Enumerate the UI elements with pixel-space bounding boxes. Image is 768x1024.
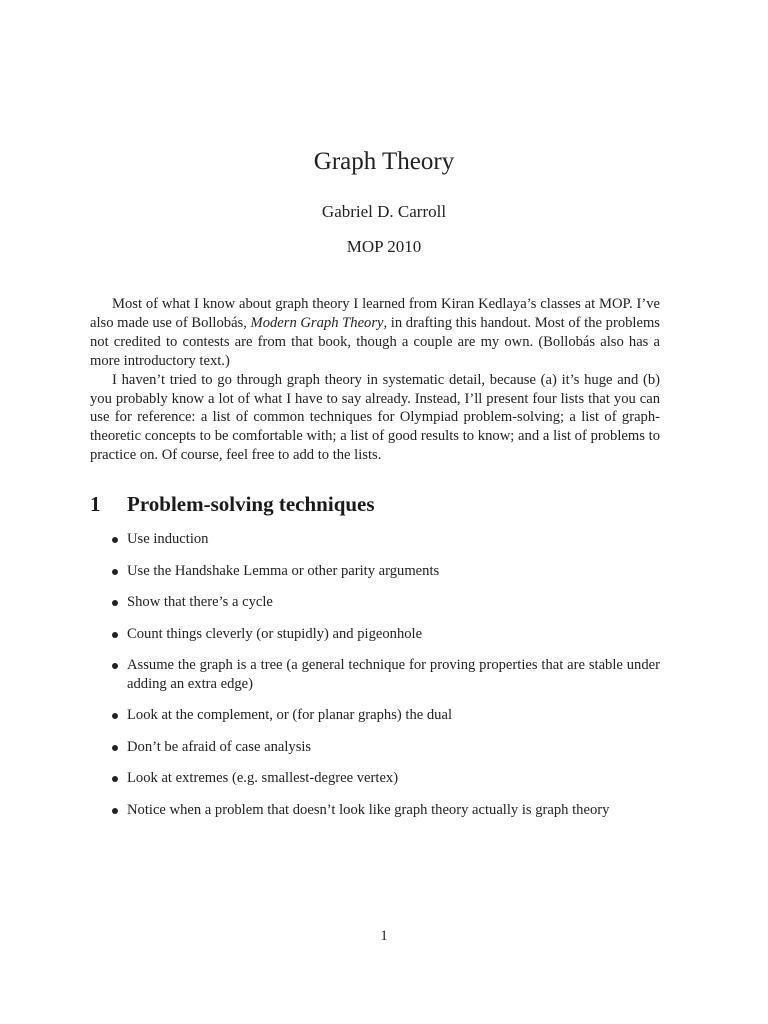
intro-paragraph-2: I haven’t tried to go through graph theory in systematic detail, because (a) it’s huge and (b) you probably know a lot of what I have to say already. Instead, I’ll present four lists that you can use for reference: a list of common techniques for Olympiad problem-solving; a list of graph-theoretic concepts to be comfortable with; a list of good results to know; and a list of problems to practice on. Of course, feel free to add to the lists. [90, 371, 660, 464]
list-item-text: Show that there’s a cycle [127, 594, 273, 610]
bullet-icon [112, 713, 118, 719]
document-author: Gabriel D. Carroll [321, 202, 447, 221]
document-venue: MOP 2010 [346, 237, 422, 256]
technique-list [90, 530, 660, 832]
document-title: Graph Theory [313, 148, 455, 175]
list-item-text: Notice when a problem that doesn’t look like graph theory actually is graph theory [127, 801, 610, 818]
bullet-icon [112, 600, 118, 606]
bullet-icon [112, 537, 118, 543]
list-item-text: Look at extremes (e.g. smallest-degree vertex) [127, 770, 399, 787]
page-number: 1 [380, 928, 388, 944]
list-item-text: Use induction [127, 531, 209, 547]
list-item [90, 801, 660, 820]
intro-paragraph-1 [90, 295, 660, 371]
section-number: 1 [90, 492, 101, 516]
list-item [90, 593, 660, 612]
intro-p1-text: Most of what I know about graph theory I learned from Kiran Kedlaya’s classes at MOP. I’ve also made use of Bollobás, [90, 296, 660, 331]
list-item-text: Count things cleverly (or stupidly) and pigeonhole [127, 625, 423, 642]
bullet-icon [112, 663, 118, 669]
list-item-text: Look at the complement, or (for planar graphs) the dual [127, 707, 453, 724]
section-heading [90, 491, 375, 517]
list-item [90, 656, 660, 694]
bullet-icon [112, 745, 118, 751]
list-item [90, 706, 660, 725]
section-title: Problem-solving techniques [127, 492, 375, 516]
list-item [90, 769, 660, 788]
list-item [90, 530, 660, 549]
intro-p1-text-end: , in drafting this handout. Most of the problems not credited to contests are from that book, though a couple are my own. (Bollobás also has a more introductory text.) [90, 314, 660, 369]
list-item [90, 562, 660, 581]
list-item [90, 625, 660, 644]
intro-text [90, 295, 660, 465]
list-item [90, 738, 660, 757]
book-title-italic: Modern Graph Theory [250, 314, 384, 331]
list-item-text: Use the Handshake Lemma or other parity arguments [127, 562, 440, 579]
bullet-icon [112, 808, 118, 814]
bullet-icon [112, 776, 118, 782]
list-item-text: Assume the graph is a tree (a general technique for proving properties that are stable under adding an extra edge) [127, 657, 660, 692]
list-item-text: Don’t be afraid of case analysis [127, 738, 312, 755]
bullet-icon [112, 569, 118, 575]
bullet-icon [112, 632, 118, 638]
